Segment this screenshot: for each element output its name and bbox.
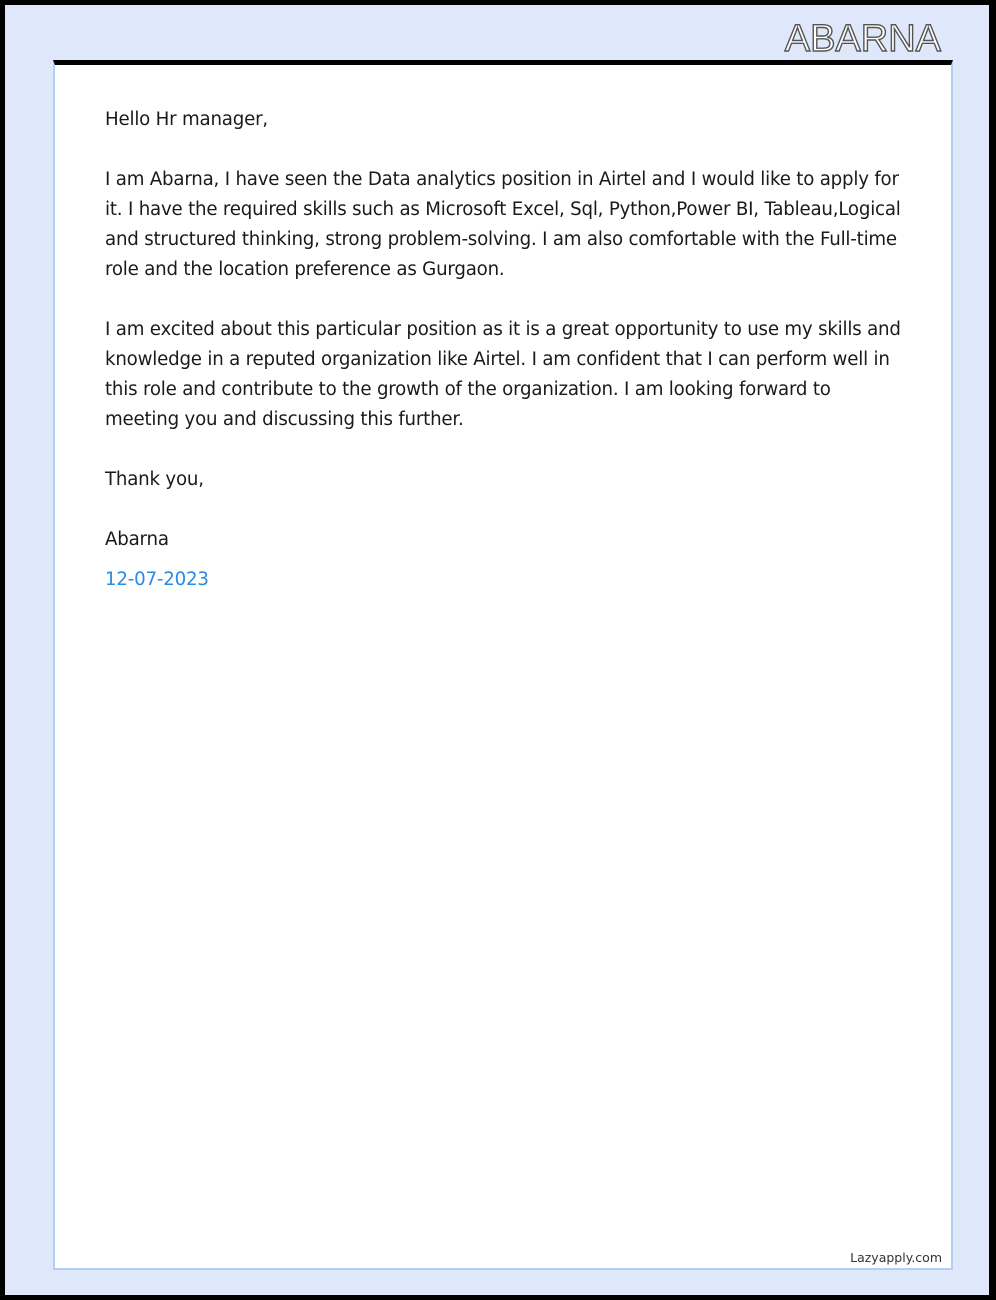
applicant-name-header: ABARNA <box>784 18 941 60</box>
letter-date: 12-07-2023 <box>105 569 209 590</box>
letter-body <box>105 105 905 595</box>
letter-signature: Abarna <box>105 529 169 550</box>
letter-paragraph-1: I am Abarna, I have seen the Data analytics position in Airtel and I would like to apply for it. I have the required skills such as Microsoft Excel, Sql, Python,Power BI, Tableau,Logical and structured thinking, strong problem-solving. I am also comfortable with the Full-time role and the location preference as Gurgaon. <box>105 169 901 280</box>
cover-letter-page <box>53 60 953 1270</box>
letter-paragraph-2: I am excited about this particular position as it is a great opportunity to use my skills and knowledge in a reputed organization like Airtel. I am confident that I can perform well in this role and contribute to the growth of the organization. I am looking forward to meeting you and discussing this further. <box>105 319 901 430</box>
outer-frame <box>5 5 989 1295</box>
footer-brand-watermark: Lazyapply.com <box>850 1250 942 1265</box>
letter-closing: Thank you, <box>105 469 204 490</box>
letter-greeting: Hello Hr manager, <box>105 109 268 130</box>
